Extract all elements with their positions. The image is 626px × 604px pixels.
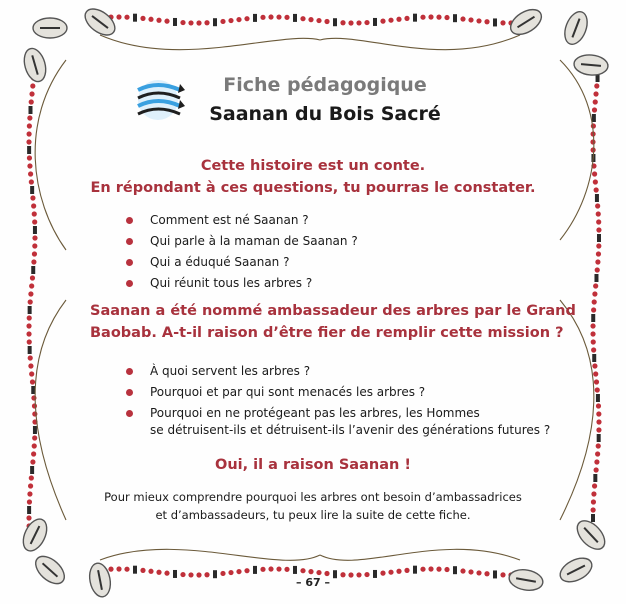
question-text: Qui réunit tous les arbres ?: [150, 276, 313, 290]
bead-red: [364, 20, 369, 25]
bead-red: [29, 475, 34, 480]
question-text: Pourquoi et par qui sont menacés les arbres ?: [150, 385, 426, 399]
bead-red: [29, 91, 34, 96]
bead-red: [164, 19, 169, 24]
bead-red: [26, 139, 31, 144]
bead-red: [592, 171, 597, 176]
bead-dark: [28, 106, 32, 114]
bead-dark: [333, 18, 337, 26]
bead-dark: [33, 226, 37, 234]
bead-red: [444, 567, 449, 572]
bead-red: [28, 363, 33, 368]
bead-red: [396, 569, 401, 574]
bead-dark: [173, 18, 177, 26]
bead-red: [124, 567, 129, 572]
bead-red: [26, 515, 31, 520]
bead-red: [476, 570, 481, 575]
bullet-dot-icon: [126, 217, 133, 224]
bead-red: [436, 15, 441, 20]
bead-dark: [213, 18, 217, 26]
page-number: – 67 –: [296, 576, 330, 589]
bead-red: [32, 443, 37, 448]
bead-red: [428, 14, 433, 19]
bead-dark: [493, 18, 497, 26]
bullet-dot-icon: [126, 389, 133, 396]
page-title: Fiche pédagogique: [223, 74, 427, 96]
section2-question-list: [120, 361, 551, 439]
bead-red: [476, 18, 481, 23]
cowrie-shell-icon: [80, 4, 119, 40]
bead-dark: [28, 306, 32, 314]
bead-red: [28, 299, 33, 304]
bead-red: [380, 571, 385, 576]
bead-red: [124, 15, 129, 20]
bead-red: [26, 331, 31, 336]
bead-red: [30, 83, 35, 88]
bead-red: [595, 387, 600, 392]
section1-heading-line1: Cette histoire est un conte.: [200, 158, 426, 174]
bead-red: [276, 14, 281, 19]
bead-dark: [133, 566, 137, 574]
bead-red: [148, 17, 153, 22]
bead-red: [140, 568, 145, 573]
bead-red: [591, 123, 596, 128]
bead-red: [228, 570, 233, 575]
bead-red: [32, 243, 37, 248]
bead-red: [484, 19, 489, 24]
bead-red: [594, 467, 599, 472]
bead-red: [500, 572, 505, 577]
bead-red: [32, 235, 37, 240]
bead-red: [308, 17, 313, 22]
bead-red: [30, 459, 35, 464]
bead-dark: [293, 14, 297, 22]
bead-dark: [173, 570, 177, 578]
bead-red: [590, 331, 595, 336]
bead-red: [140, 16, 145, 21]
question-text: Qui parle à la maman de Saanan ?: [150, 234, 358, 248]
bead-red: [591, 499, 596, 504]
cowrie-shell-icon: [556, 553, 595, 586]
section1-heading: [90, 155, 536, 199]
bead-red: [592, 363, 597, 368]
cowrie-shell-icon: [506, 5, 545, 40]
bead-red: [31, 259, 36, 264]
bead-dark: [594, 274, 598, 282]
bead-red: [156, 570, 161, 575]
bead-red: [592, 483, 597, 488]
bead-red: [594, 187, 599, 192]
bead-red: [27, 499, 32, 504]
bead-dark: [597, 234, 601, 242]
bead-red: [188, 20, 193, 25]
bullet-dot-icon: [126, 368, 133, 375]
bead-red: [420, 567, 425, 572]
bead-red: [30, 379, 35, 384]
bead-red: [596, 443, 601, 448]
bead-dark: [413, 566, 417, 574]
bead-red: [396, 17, 401, 22]
bead-red: [260, 15, 265, 20]
bead-red: [27, 155, 32, 160]
bead-red: [32, 211, 37, 216]
bead-red: [30, 275, 35, 280]
bead-red: [27, 123, 32, 128]
bead-red: [308, 569, 313, 574]
bead-red: [593, 99, 598, 104]
bead-red: [244, 568, 249, 573]
bead-red: [468, 17, 473, 22]
bead-red: [27, 163, 32, 168]
bead-red: [31, 395, 36, 400]
bead-red: [220, 19, 225, 24]
bead-dark: [28, 346, 32, 354]
bead-red: [228, 18, 233, 23]
bead-red: [356, 20, 361, 25]
bead-red: [31, 203, 36, 208]
bead-red: [592, 299, 597, 304]
bead-dark: [493, 570, 497, 578]
list-item: [120, 210, 540, 231]
bead-red: [595, 267, 600, 272]
bead-red: [460, 568, 465, 573]
bead-red: [204, 572, 209, 577]
bead-dark: [293, 566, 297, 574]
bead-red: [268, 14, 273, 19]
bead-red: [284, 15, 289, 20]
bead-red: [324, 19, 329, 24]
bead-red: [460, 16, 465, 21]
bead-red: [316, 570, 321, 575]
bead-red: [595, 259, 600, 264]
cowrie-shell-icon: [572, 516, 610, 555]
bead-red: [32, 435, 37, 440]
bead-red: [31, 451, 36, 456]
section2-heading-line1: Saanan a été nommé ambassadeur des arbres par le Grand: [90, 303, 576, 319]
list-item: [120, 403, 551, 439]
bead-dark: [591, 314, 595, 322]
bullet-dot-icon: [126, 280, 133, 287]
cowrie-shell-icon: [508, 567, 545, 593]
list-item: [120, 273, 540, 294]
question-text-line1: Pourquoi en ne protégeant pas les arbres, les Hommes: [150, 406, 480, 420]
cowrie-shell-icon: [21, 46, 50, 84]
bead-red: [596, 251, 601, 256]
bead-red: [26, 131, 31, 136]
bead-red: [27, 315, 32, 320]
bead-red: [30, 195, 35, 200]
bead-red: [404, 568, 409, 573]
bead-red: [196, 572, 201, 577]
bead-red: [594, 459, 599, 464]
bead-dark: [413, 14, 417, 22]
question-text: À quoi servent les arbres ?: [150, 364, 311, 378]
section3-heading: Oui, il a raison Saanan !: [215, 457, 411, 473]
bead-red: [196, 20, 201, 25]
bead-red: [596, 243, 601, 248]
section2-heading-line2: Baobab. A-t-il raison d’être fier de remplir cette mission ?: [90, 325, 564, 341]
section1-heading-line2: En répondant à ces questions, tu pourras le constater.: [90, 180, 536, 196]
bead-red: [596, 411, 601, 416]
bead-red: [29, 371, 34, 376]
bead-red: [236, 569, 241, 574]
bead-red: [32, 219, 37, 224]
bead-red: [164, 571, 169, 576]
bead-red: [300, 568, 305, 573]
bead-red: [220, 571, 225, 576]
bead-red: [593, 179, 598, 184]
bead-red: [28, 483, 33, 488]
bead-red: [444, 15, 449, 20]
bead-red: [596, 219, 601, 224]
bead-red: [116, 14, 121, 19]
closing-line1: Pour mieux comprendre pourquoi les arbres ont besoin d’ambassadrices: [104, 490, 522, 504]
bead-red: [420, 15, 425, 20]
bead-dark: [593, 474, 597, 482]
bead-red: [204, 20, 209, 25]
bead-dark: [592, 354, 596, 362]
bead-red: [591, 491, 596, 496]
list-item: [120, 382, 540, 403]
bead-dark: [453, 566, 457, 574]
bead-dark: [27, 146, 31, 154]
bead-dark: [27, 506, 31, 514]
bead-red: [596, 211, 601, 216]
bead-red: [596, 427, 601, 432]
bead-red: [593, 283, 598, 288]
bead-red: [592, 291, 597, 296]
bead-red: [29, 179, 34, 184]
bead-red: [284, 567, 289, 572]
bead-red: [32, 251, 37, 256]
bead-red: [436, 567, 441, 572]
bead-dark: [373, 18, 377, 26]
bead-red: [590, 139, 595, 144]
bead-red: [260, 567, 265, 572]
bead-red: [276, 566, 281, 571]
bead-red: [340, 20, 345, 25]
bead-red: [590, 323, 595, 328]
bead-red: [595, 203, 600, 208]
bead-red: [28, 171, 33, 176]
bead-dark: [33, 426, 37, 434]
bead-dark: [133, 14, 137, 22]
cowrie-shell-icon: [573, 54, 609, 77]
bead-red: [316, 18, 321, 23]
closing-line2: et d’ambassadeurs, tu peux lire la suite de cette fiche.: [155, 508, 471, 522]
list-item: [120, 361, 540, 382]
bead-red: [591, 339, 596, 344]
bead-dark: [31, 266, 35, 274]
cowrie-shell-icon: [19, 515, 52, 554]
bead-dark: [595, 194, 599, 202]
cowrie-shell-icon: [87, 561, 113, 598]
bead-red: [348, 20, 353, 25]
bead-red: [300, 16, 305, 21]
bead-red: [592, 107, 597, 112]
bead-red: [32, 403, 37, 408]
bead-red: [468, 569, 473, 574]
bead-red: [27, 115, 32, 120]
bullet-dot-icon: [126, 410, 133, 417]
bead-dark: [596, 394, 600, 402]
bead-red: [188, 572, 193, 577]
bead-dark: [591, 514, 595, 522]
bead-red: [29, 283, 34, 288]
bead-dark: [30, 466, 34, 474]
bead-dark: [253, 566, 257, 574]
swirl-arrows-icon: [134, 76, 186, 122]
cowrie-shell-icon: [31, 551, 70, 589]
bead-red: [27, 339, 32, 344]
bead-red: [594, 379, 599, 384]
cowrie-shell-icon: [33, 18, 67, 38]
bead-red: [364, 572, 369, 577]
bead-red: [404, 16, 409, 21]
closing-paragraph: [90, 488, 536, 524]
bead-red: [268, 566, 273, 571]
bead-red: [591, 347, 596, 352]
bead-red: [244, 16, 249, 21]
bead-red: [591, 307, 596, 312]
bead-dark: [30, 186, 34, 194]
bead-red: [500, 20, 505, 25]
bullet-dot-icon: [126, 238, 133, 245]
list-item: [120, 231, 540, 252]
question-text-line2: se détruisent-ils et détruisent-ils l’avenir des générations futures ?: [150, 423, 551, 437]
bead-red: [388, 570, 393, 575]
bead-red: [156, 18, 161, 23]
bead-dark: [253, 14, 257, 22]
list-item: [120, 252, 540, 273]
bead-red: [591, 507, 596, 512]
question-text: Comment est né Saanan ?: [150, 213, 309, 227]
bead-red: [29, 99, 34, 104]
bead-red: [116, 566, 121, 571]
page-subtitle: Saanan du Bois Sacré: [209, 103, 441, 125]
bead-red: [593, 91, 598, 96]
bead-red: [28, 291, 33, 296]
section1-question-list: [120, 210, 540, 294]
cowrie-shell-icon: [561, 9, 592, 48]
section2-heading: [90, 300, 576, 344]
bead-red: [593, 371, 598, 376]
bead-red: [236, 17, 241, 22]
bead-red: [148, 569, 153, 574]
question-text: Qui a éduqué Saanan ?: [150, 255, 290, 269]
bead-dark: [453, 14, 457, 22]
bead-red: [180, 20, 185, 25]
bead-red: [484, 571, 489, 576]
bead-red: [428, 566, 433, 571]
bead-red: [27, 491, 32, 496]
bead-dark: [213, 570, 217, 578]
bead-red: [596, 227, 601, 232]
bead-red: [180, 572, 185, 577]
bead-red: [596, 419, 601, 424]
bead-red: [26, 323, 31, 328]
bead-dark: [592, 114, 596, 122]
bead-red: [595, 451, 600, 456]
bead-dark: [373, 570, 377, 578]
bead-red: [108, 567, 113, 572]
bead-dark: [597, 434, 601, 442]
bullet-dot-icon: [126, 259, 133, 266]
bead-red: [380, 19, 385, 24]
bead-red: [594, 83, 599, 88]
bead-red: [388, 18, 393, 23]
bead-red: [28, 355, 33, 360]
bead-red: [596, 403, 601, 408]
